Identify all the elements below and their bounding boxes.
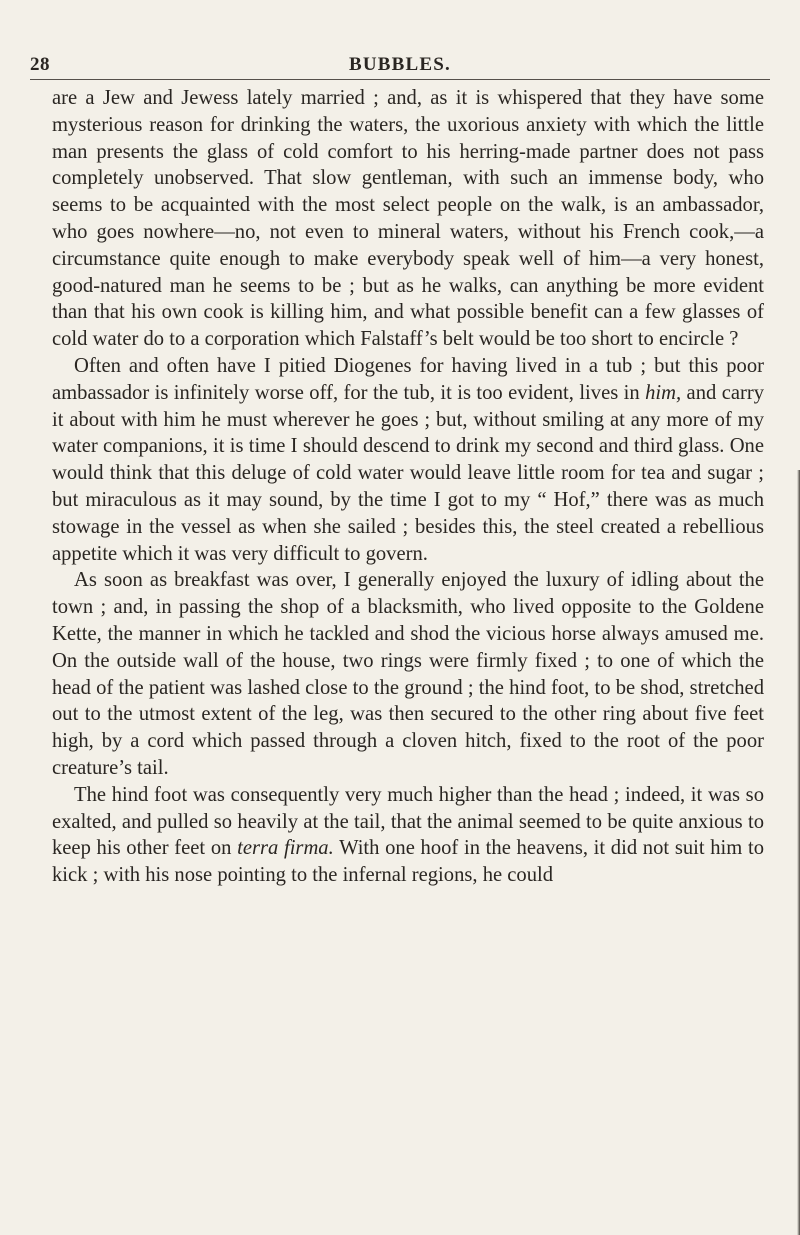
body-text: [52, 85, 764, 889]
paragraph-p3: [52, 567, 764, 781]
italic-text: terra firma.: [237, 837, 334, 860]
paragraph-p2: [52, 353, 764, 567]
text-segment: and carry it about with him he must wherever he goes ; but, without smiling at any more of my water companions, it is time I should descend to drink my second and third glass. One would think that this deluge of cold water would leave little room for tea and sugar ; but miraculous as it may sound, by the time I got to my “ Hof,” there was as much stowage in the vessel as when she sailed ; besides this, the steel created a rebellious appetite which it was very difficult to govern.: [52, 381, 765, 565]
page-header: [30, 54, 770, 80]
text-segment: are a Jew and Jewess lately married ; and, as it is whispered that they have some mysterious reason for drinking the waters, the uxorious anxiety with which the little man presents the glass of cold comfort to his herring-made partner does not pass completely unobserved. That slow gentleman, with such an immense body, who seems to be acquainted with the most select people on the walk, is an ambassador, who goes nowhere—no, not even to mineral waters, without his French cook,—a circumstance quite enough to make everybody speak well of him—a very honest, good-natured man he seems to be ; but as he walks, can anything be more evident than that his own cook is killing him, and what possible benefit can a few glasses of cold water do to a corporation which Falstaff’s belt would be too short to encircle ?: [52, 87, 764, 351]
running-title: BUBBLES.: [348, 54, 451, 75]
page-number: 28: [30, 54, 50, 75]
text-segment: As soon as breakfast was over, I generally enjoyed the luxury of idling about the town ; and, in passing the shop of a blacksmith, who lived opposite to the Goldene Kette, the manner in which he tackled and shod the vicious horse always amused me. On the outside wall of the house, two rings were firmly fixed ; to one of which the head of the patient was lashed close to the ground ; the hind foot, to be shod, stretched out to the utmost extent of the leg, was then secured to the other ring about five feet high, by a cord which passed through a cloven hitch, fixed to the root of the poor creature’s tail.: [52, 569, 764, 779]
paragraph-p1: [52, 85, 764, 353]
text-segment: Often and often have I pitied Diogenes for having lived in a tub ; but this poor ambassador is infinitely worse off, for the tub, it is too evident, lives in: [52, 354, 764, 404]
text-segment: The hind foot was consequently very much higher than the head ; indeed, it was so exalted, and pulled so heavily at the tail, that the animal seemed to be quite anxious to keep his other feet on: [52, 783, 764, 860]
italic-text: him,: [645, 381, 682, 404]
paragraph-p4: [52, 782, 764, 889]
header-rule: [30, 79, 770, 80]
text-segment: With one hoof in the heavens, it did not suit him to kick ; with his nose pointing to the infernal regions, he could: [52, 837, 764, 887]
